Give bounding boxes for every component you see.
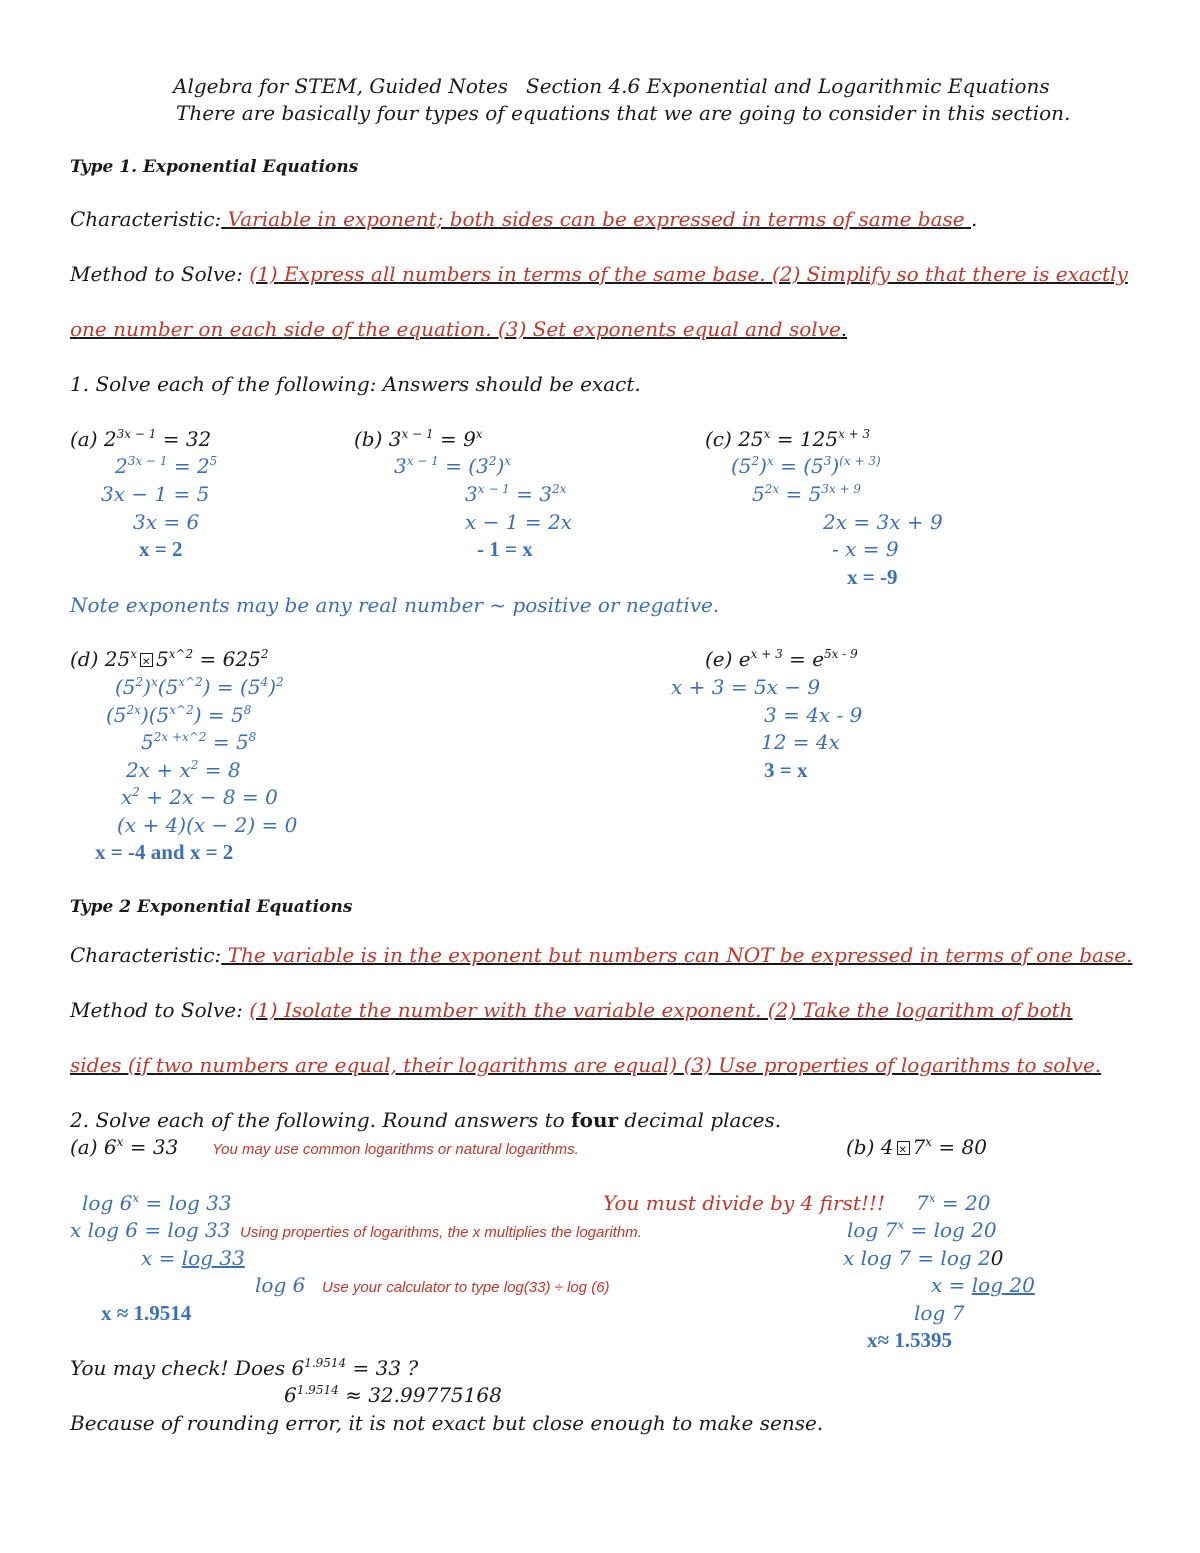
course-title: Algebra for STEM, Guided Notes (173, 74, 509, 98)
characteristic-label: Characteristic: (70, 207, 222, 231)
problem-1e: (e) $e^{x + 3} = e^{5x - 9}$ (705, 647, 858, 671)
problem-1c: (c) $25^x = 125^{x + 3}$ (705, 427, 871, 451)
problem-2a: (a) $6^x = 33$ (70, 1135, 179, 1159)
work-1e-2: 3 = 4x - 9 (764, 703, 863, 727)
work-2a-1: $\log 6^x = \log 33$ (82, 1191, 232, 1215)
answer-1b: - 1 = x (477, 537, 533, 561)
work-1e-3: 12 = 4x (761, 730, 840, 754)
type2-method-line2: sides (if two numbers are equal, their logarithms are equal) (3) Use properties of logarithms to solve. (70, 1053, 1102, 1077)
problem-1b: (b) $3^{x - 1} = 9^x$ (354, 427, 483, 451)
work-2b-1: $7^x = 20$ (916, 1191, 991, 1215)
work-1a-1: $2^{3x - 1} = 2^5$ (115, 454, 218, 478)
answer-1a: x = 2 (139, 537, 183, 561)
answer-1d: x = -4 and x = 2 (95, 840, 234, 864)
work-1d-3: $5^{2x +x\^{}2} = 5^8$ (141, 730, 257, 754)
work-1d-5: $x^2 + 2x - 8 = 0$ (121, 785, 278, 809)
note-logs: You may use common logarithms or natural logarithms. (212, 1141, 579, 1158)
work-1d-4: $2x + x^2 = 8$ (126, 758, 241, 782)
type1-heading: Type 1. Exponential Equations (70, 157, 359, 177)
check-conclusion: Because of rounding error, it is not exact but close enough to make sense. (70, 1411, 824, 1435)
problem1-prompt: 1. Solve each of the following: Answers should be exact. (70, 372, 641, 396)
work-2a-4: log 6 (255, 1273, 306, 1297)
type2-heading: Type 2 Exponential Equations (70, 897, 353, 917)
problem-1a: (a) $2^{3x - 1} = 32$ (70, 427, 212, 451)
note-calc: Use your calculator to type log(33) ÷ log (6) (322, 1279, 610, 1296)
type2-characteristic-label: Characteristic: (70, 943, 222, 967)
work-1b-3: x − 1 = 2x (465, 510, 572, 534)
missing-glyph-icon (140, 653, 153, 667)
work-1a-2: 3x − 1 = 5 (101, 482, 210, 506)
work-2b-4: x = log 20 (931, 1273, 1035, 1297)
work-1c-1: $(5^2)^x = (5^3)^{(x + 3)}$ (731, 454, 881, 478)
type1-method-row (70, 262, 1128, 286)
intro-text: There are basically four types of equations that we are going to consider in this section. (176, 101, 1071, 125)
answer-2b: x≈ 1.5395 (867, 1328, 953, 1352)
work-1b-2: $3^{x - 1} = 3^{2x}$ (465, 482, 567, 506)
method-line2: one number on each side of the equation. (3) Set exponents equal and solve (70, 317, 841, 341)
section-title: Section 4.6 Exponential and Logarithmic Equations (526, 74, 1050, 98)
type1-characteristic-row: Characteristic: Variable in exponent; both sides can be expressed in terms of same base . (70, 207, 978, 231)
answer-2a: x ≈ 1.9514 (101, 1301, 192, 1325)
work-1a-3: 3x = 6 (133, 510, 200, 534)
answer-1c: x = -9 (847, 565, 898, 589)
type2-method-row (70, 998, 1073, 1022)
type2-method-row2 (70, 1053, 1101, 1077)
work-2b-2: $\log 7^x = \log 20$ (847, 1218, 997, 1242)
type2-characteristic-row (70, 943, 1132, 967)
type2-method-line1: (1) Isolate the number with the variable exponent. (2) Take the logarithm of both (249, 998, 1073, 1022)
work-1d-2: $(5^{2x})(5^{x\^{}2}) = 5^8$ (106, 703, 252, 727)
work-1d-1: $(5^2)^x(5^{x\^{}2}) = (5^4)^2$ (115, 675, 284, 699)
check-line1: You may check! Does $6^{1.9514} = 33$ ? (70, 1356, 419, 1380)
note-exponents: Note exponents may be any real number ~ positive or negative. (70, 593, 720, 617)
method-line1: (1) Express all numbers in terms of the same base. (2) Simplify so that there is exactly (249, 262, 1128, 286)
check-line2: $6^{1.9514} \approx 32.99775168$ (284, 1383, 502, 1407)
type2-characteristic-text: The variable is in the exponent but numbers can NOT be expressed in terms of one base. (227, 943, 1133, 967)
work-2a-2: x log 6 = log 33 (70, 1218, 231, 1242)
work-2a-3: x = log 33 (141, 1246, 245, 1270)
work-1e-1: x + 3 = 5x − 9 (671, 675, 821, 699)
answer-1e: 3 = x (764, 758, 808, 782)
work-1d-6: (x + 4)(x − 2) = 0 (117, 813, 298, 837)
problem-2b: (b) 4✕ $7^x = 80$ (846, 1135, 987, 1159)
characteristic-text: Variable in exponent; both sides can be expressed in terms of same base (227, 207, 965, 231)
method-label: Method to Solve: (70, 262, 243, 286)
work-2b-5: log 7 (914, 1301, 965, 1325)
problem2-prompt: 2. Solve each of the following. Round answers to four decimal places. (70, 1108, 782, 1132)
note-divide: You must divide by 4 first!!! (603, 1191, 885, 1215)
work-1b-1: $3^{x - 1} = (3^2)^x$ (394, 454, 512, 478)
type1-method-row2: one number on each side of the equation. (3) Set exponents equal and solve. (70, 317, 848, 341)
type2-method-label: Method to Solve: (70, 998, 243, 1022)
work-2b-3: x log 7 = log 20 (843, 1246, 1004, 1270)
problem-1d: (d) 25$^x$✕ $5^{x\^{}2} = 625^2$ (70, 647, 269, 671)
work-1c-2: $5^{2x} = 5^{3x + 9}$ (752, 482, 862, 506)
work-1c-4: - x = 9 (832, 537, 899, 561)
note-props: Using properties of logarithms, the x multiplies the logarithm. (240, 1224, 642, 1241)
work-1c-3: 2x = 3x + 9 (823, 510, 943, 534)
missing-glyph-icon (897, 1141, 910, 1155)
